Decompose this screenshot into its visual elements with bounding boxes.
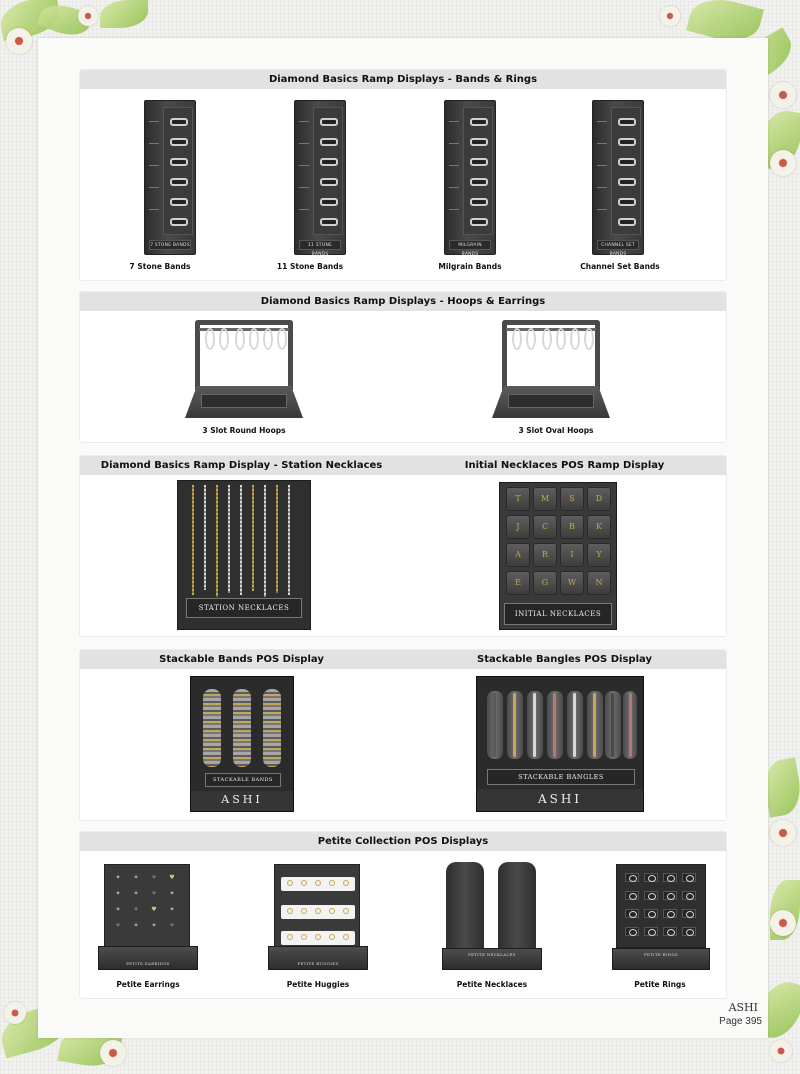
necklace-pillar-right xyxy=(498,862,536,962)
earring-stud-icon: ✧ xyxy=(169,922,175,929)
product-caption: Petite Necklaces xyxy=(456,980,528,989)
initial-slot: I xyxy=(560,543,584,567)
ramp-display-image xyxy=(294,100,346,255)
ring-slot xyxy=(625,909,639,918)
initial-slot: M xyxy=(533,487,557,511)
ring-slot xyxy=(682,927,696,936)
display-plate-text: PETITE EARRINGS xyxy=(126,961,170,966)
product-3-slot-oval-hoops xyxy=(492,320,620,438)
initial-slot: N xyxy=(587,571,611,595)
stackable-bangles-display-image xyxy=(476,676,644,812)
earring-stud-icon: ✦ xyxy=(151,922,157,929)
initial-slot: T xyxy=(506,487,530,511)
earring-stud-icon: ✧ xyxy=(151,890,157,897)
earring-stud-icon: ✧ xyxy=(133,906,139,913)
earring-stud-icon: ✧ xyxy=(151,874,157,881)
earring-stud-icon: ✧ xyxy=(115,922,121,929)
ring-slot xyxy=(682,891,696,900)
product-caption: Petite Rings xyxy=(634,980,686,989)
ramp-display-image xyxy=(144,100,196,255)
product-11-stone-bands xyxy=(250,100,370,275)
ring-slot xyxy=(644,873,658,882)
section-title-hoops-earrings: Diamond Basics Ramp Displays - Hoops & Earrings xyxy=(80,292,726,311)
initial-slot: K xyxy=(587,515,611,539)
earring-stud-icon: ✶ xyxy=(133,874,139,881)
section-title-initial-necklaces: Initial Necklaces POS Ramp Display xyxy=(403,456,726,475)
hoop-display-image xyxy=(492,320,610,418)
product-petite-huggies xyxy=(260,860,376,995)
petite-huggies-display-image xyxy=(274,864,360,948)
ring-slot xyxy=(682,873,696,882)
earring-stud-icon: ♥ xyxy=(169,874,175,881)
ring-slot xyxy=(644,909,658,918)
display-plate-text: PETITE NECKLACES xyxy=(468,952,516,957)
product-caption: 7 Stone Bands xyxy=(129,262,191,271)
section-petite-collection xyxy=(80,832,726,998)
initial-slot: G xyxy=(533,571,557,595)
display-plate xyxy=(98,946,198,970)
ring-slot xyxy=(663,873,677,882)
ring-slot xyxy=(625,873,639,882)
section-title-bands-rings: Diamond Basics Ramp Displays - Bands & Rings xyxy=(80,70,726,89)
initial-slot: C xyxy=(533,515,557,539)
hoop-display-image xyxy=(185,320,303,418)
section-title-stackable-bands: Stackable Bands POS Display xyxy=(80,650,403,669)
display-plate: CHANNEL SET BANDS xyxy=(597,240,639,250)
earring-stud-icon: ✶ xyxy=(115,906,121,913)
initial-slot: J xyxy=(506,515,530,539)
product-caption: Channel Set Bands xyxy=(580,262,660,271)
product-caption: Petite Earrings xyxy=(116,980,180,989)
ring-slot xyxy=(644,891,658,900)
ring-slot xyxy=(663,927,677,936)
product-7-stone-bands xyxy=(100,100,220,275)
ring-slot xyxy=(663,909,677,918)
display-plate: STACKABLE BANDS xyxy=(205,773,281,787)
product-caption: 3 Slot Oval Hoops xyxy=(518,426,594,435)
display-plate: MILGRAIN BANDS xyxy=(449,240,491,250)
display-plate: INITIAL NECKLACES xyxy=(504,603,612,625)
page-number: Page 395 xyxy=(719,1016,762,1027)
display-plate-text: PETITE HUGGIES xyxy=(297,961,339,966)
ring-slot xyxy=(625,927,639,936)
station-necklaces-display-image xyxy=(177,480,311,630)
ring-slot xyxy=(682,909,696,918)
product-petite-necklaces xyxy=(434,860,550,995)
earring-stud-icon: ✦ xyxy=(169,890,175,897)
earring-stud-icon: ♥ xyxy=(151,906,157,913)
product-petite-earrings xyxy=(90,860,206,995)
section-hoops-earrings xyxy=(80,292,726,442)
earring-stud-icon: ✦ xyxy=(115,890,121,897)
product-milgrain-bands xyxy=(410,100,530,275)
initial-slot: B xyxy=(560,515,584,539)
display-plate xyxy=(612,948,710,970)
display-plate: STACKABLE BANGLES xyxy=(487,769,635,785)
product-3-slot-round-hoops xyxy=(180,320,308,438)
petite-earrings-display-image xyxy=(104,864,190,948)
earring-stud-icon: ✦ xyxy=(169,906,175,913)
display-plate xyxy=(268,946,368,970)
section-title-petite-collection: Petite Collection POS Displays xyxy=(80,832,726,851)
ring-slot xyxy=(625,891,639,900)
brand-mark: ASHI xyxy=(477,789,643,811)
initial-slot: R xyxy=(533,543,557,567)
brand-mark: ASHI xyxy=(191,791,293,811)
ramp-display-image xyxy=(592,100,644,255)
earring-stud-icon: ✶ xyxy=(133,922,139,929)
display-plate-text: PETITE RINGS xyxy=(644,952,678,957)
product-caption: 3 Slot Round Hoops xyxy=(202,426,286,435)
earring-stud-icon: ✦ xyxy=(115,874,121,881)
footer-brand: ASHI xyxy=(728,1001,758,1014)
ramp-display-image xyxy=(444,100,496,255)
product-caption: Petite Huggies xyxy=(286,980,350,989)
section-stackables xyxy=(80,650,726,820)
initial-necklaces-display-image xyxy=(499,482,617,630)
necklace-pillar-left xyxy=(446,862,484,962)
stackable-bands-display-image xyxy=(190,676,294,812)
initial-slot: S xyxy=(560,487,584,511)
ring-slot xyxy=(644,927,658,936)
display-plate xyxy=(442,948,542,970)
section-necklaces xyxy=(80,456,726,636)
initial-slot: D xyxy=(587,487,611,511)
product-caption: 11 Stone Bands xyxy=(276,262,344,271)
initial-slot: W xyxy=(560,571,584,595)
petite-rings-display-image xyxy=(616,864,706,948)
section-bands-rings xyxy=(80,70,726,280)
initial-slot: Y xyxy=(587,543,611,567)
section-title-stackable-bangles: Stackable Bangles POS Display xyxy=(403,650,726,669)
product-caption: Milgrain Bands xyxy=(438,262,502,271)
display-plate: 11 STONE BANDS xyxy=(299,240,341,250)
display-plate: STATION NECKLACES xyxy=(186,598,302,618)
product-petite-rings xyxy=(602,860,718,995)
earring-stud-icon: ✶ xyxy=(133,890,139,897)
ring-slot xyxy=(663,891,677,900)
initial-slot: A xyxy=(506,543,530,567)
initial-slot: E xyxy=(506,571,530,595)
display-plate: 7 STONE BANDS xyxy=(149,240,191,250)
section-title-station-necklaces: Diamond Basics Ramp Display - Station Necklaces xyxy=(80,456,403,475)
product-channel-set-bands xyxy=(560,100,680,275)
